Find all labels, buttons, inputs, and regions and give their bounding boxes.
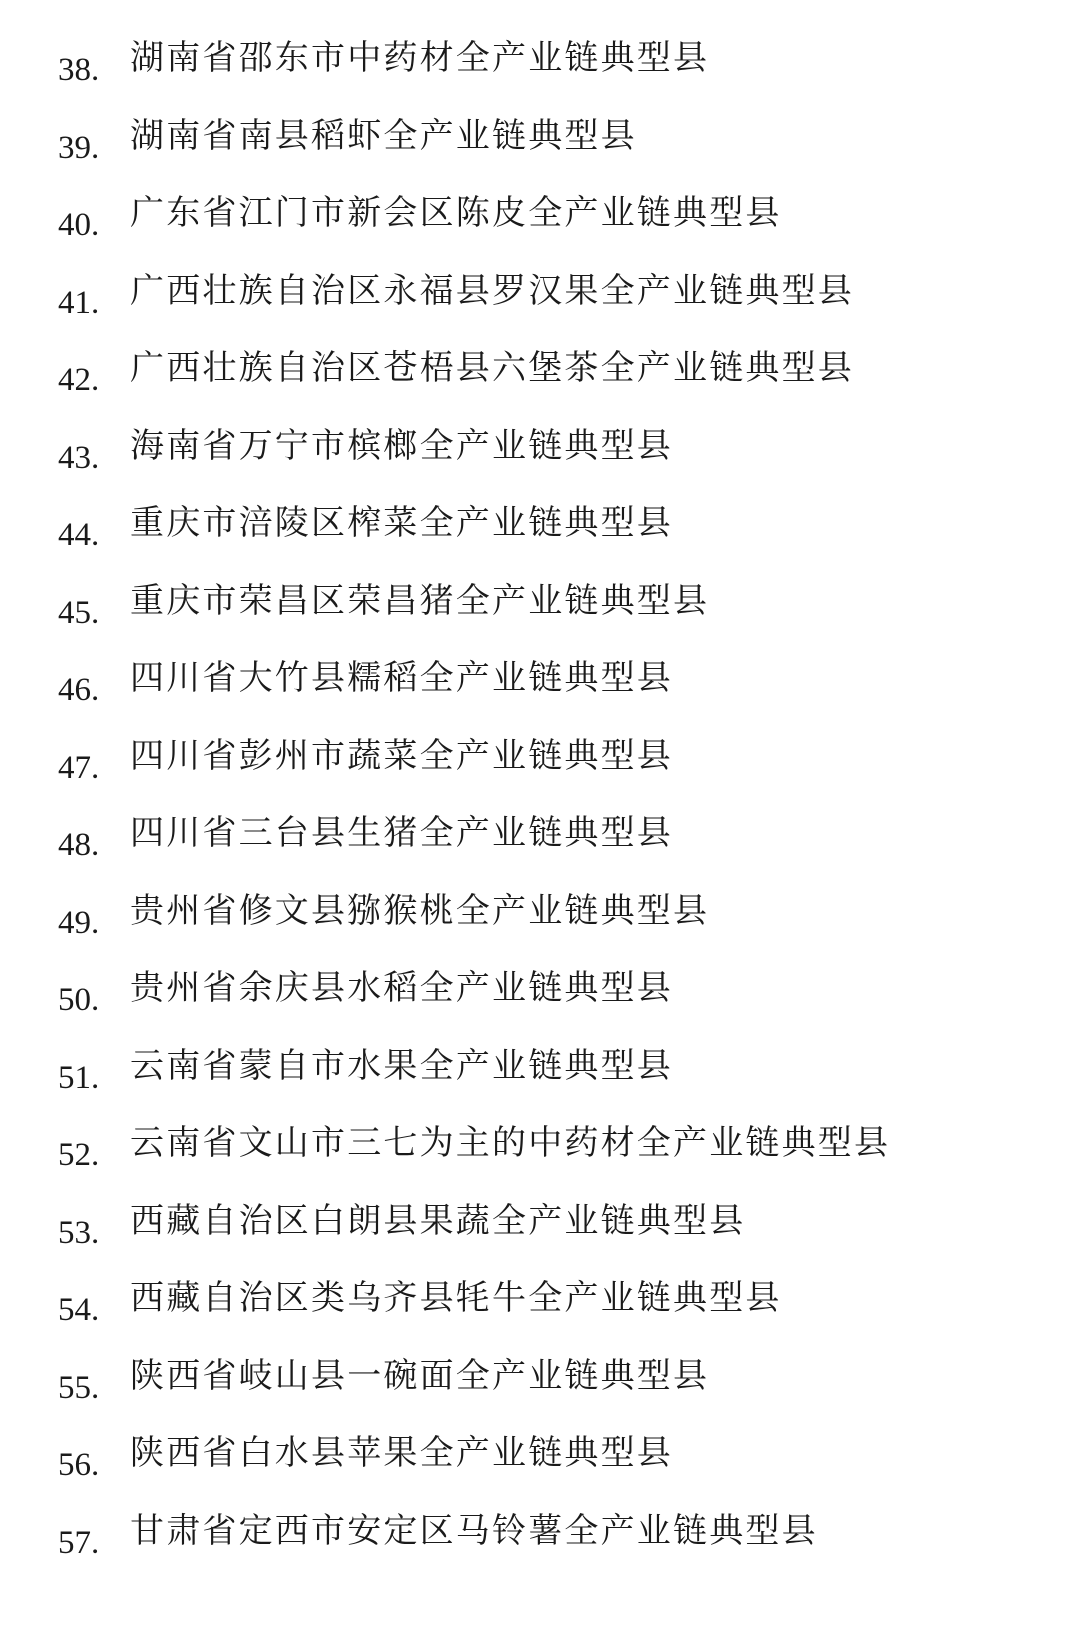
item-number: 45. <box>58 594 100 631</box>
item-number: 39. <box>58 129 100 166</box>
item-text: 海南省万宁市槟榔全产业链典型县 <box>130 425 673 466</box>
item-text: 广西壮族自治区永福县罗汉果全产业链典型县 <box>130 270 854 311</box>
list-item <box>0 1201 1080 1261</box>
item-number: 53. <box>58 1214 100 1251</box>
item-text: 云南省文山市三七为主的中药材全产业链典型县 <box>130 1123 891 1163</box>
item-text: 湖南省邵东市中药材全产业链典型县 <box>130 38 710 78</box>
list-item <box>0 1278 1080 1338</box>
item-number: 47. <box>58 749 100 786</box>
list-item <box>0 891 1080 951</box>
item-text: 贵州省余庆县水稻全产业链典型县 <box>130 968 673 1008</box>
item-number: 38. <box>58 52 100 88</box>
item-number: 40. <box>58 207 100 243</box>
list-item <box>0 968 1080 1028</box>
list-item <box>0 1046 1080 1106</box>
item-text: 重庆市荣昌区荣昌猪全产业链典型县 <box>130 580 710 621</box>
list-item <box>0 38 1080 98</box>
list-item <box>0 348 1080 408</box>
item-text: 四川省大竹县糯稻全产业链典型县 <box>130 658 673 698</box>
item-text: 陕西省白水县苹果全产业链典型县 <box>130 1433 673 1473</box>
list-item <box>0 116 1080 176</box>
list-item <box>0 813 1080 873</box>
item-text: 甘肃省定西市安定区马铃薯全产业链典型县 <box>130 1510 818 1551</box>
item-number: 57. <box>58 1524 100 1561</box>
item-text: 重庆市涪陵区榨菜全产业链典型县 <box>130 503 673 543</box>
list-item <box>0 658 1080 718</box>
item-number: 46. <box>58 672 100 708</box>
item-text: 湖南省南县稻虾全产业链典型县 <box>130 115 637 156</box>
item-number: 55. <box>58 1369 100 1406</box>
list-item <box>0 1123 1080 1183</box>
item-number: 42. <box>58 362 100 398</box>
list-item <box>0 1356 1080 1416</box>
item-number: 52. <box>58 1137 100 1173</box>
list-item <box>0 271 1080 331</box>
item-number: 51. <box>58 1059 100 1096</box>
item-number: 49. <box>58 904 100 941</box>
item-text: 广东省江门市新会区陈皮全产业链典型县 <box>130 193 782 233</box>
item-text: 西藏自治区白朗县果蔬全产业链典型县 <box>130 1200 746 1241</box>
item-number: 54. <box>58 1292 100 1328</box>
list-item <box>0 503 1080 563</box>
item-text: 贵州省修文县猕猴桃全产业链典型县 <box>130 890 710 931</box>
list-item <box>0 193 1080 253</box>
item-text: 云南省蒙自市水果全产业链典型县 <box>130 1045 673 1086</box>
list-item <box>0 426 1080 486</box>
item-text: 四川省彭州市蔬菜全产业链典型县 <box>130 735 673 776</box>
item-number: 41. <box>58 284 100 321</box>
item-number: 44. <box>58 517 100 553</box>
item-number: 56. <box>58 1447 100 1483</box>
item-text: 广西壮族自治区苍梧县六堡茶全产业链典型县 <box>130 348 854 388</box>
list-item <box>0 1433 1080 1493</box>
item-text: 陕西省岐山县一碗面全产业链典型县 <box>130 1355 710 1396</box>
list-item <box>0 736 1080 796</box>
item-number: 43. <box>58 439 100 476</box>
item-text: 四川省三台县生猪全产业链典型县 <box>130 813 673 853</box>
list-item <box>0 1511 1080 1571</box>
item-number: 50. <box>58 982 100 1018</box>
list-item <box>0 581 1080 641</box>
item-number: 48. <box>58 827 100 863</box>
item-text: 西藏自治区类乌齐县牦牛全产业链典型县 <box>130 1278 782 1318</box>
